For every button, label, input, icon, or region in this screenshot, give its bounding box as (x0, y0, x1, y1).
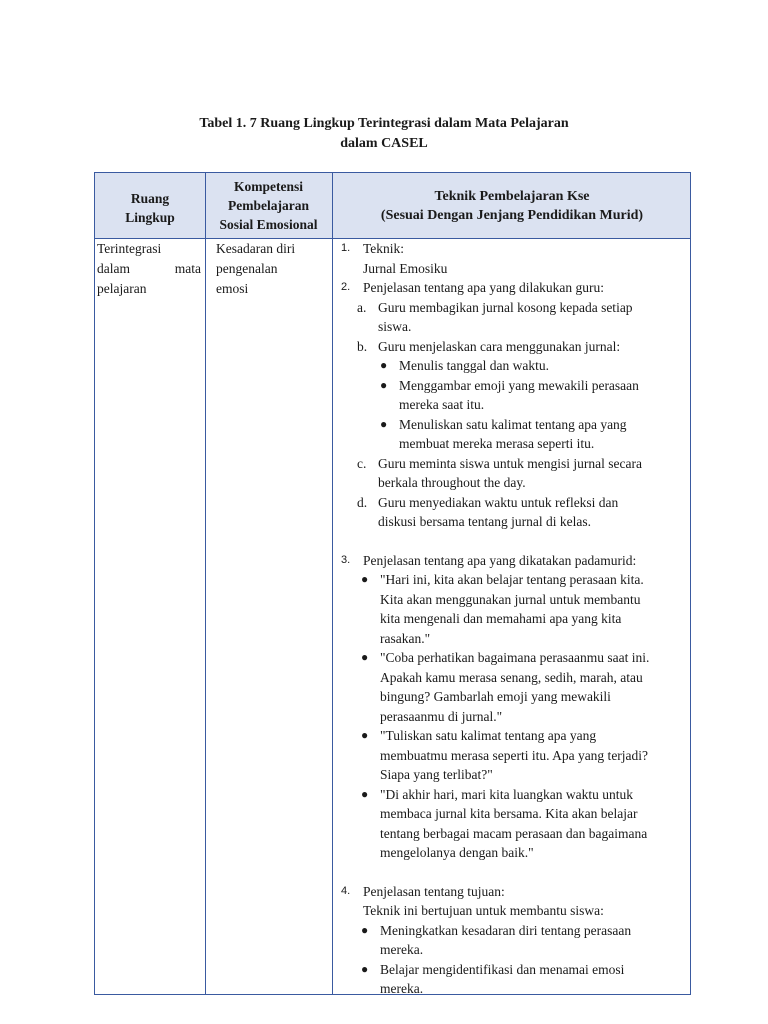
list-item: ● Menuliskan satu kalimat tentang apa yang membuat mereka merasa seperti itu. (380, 416, 627, 451)
list-item: a. Guru membagikan jurnal kosong kepada setiap siswa. (357, 299, 633, 334)
list-item: b. Guru menjelaskan cara menggunakan jurnal: (357, 338, 621, 354)
bullet-icon: ● (380, 416, 388, 431)
cell-teknik: 1. Teknik: Jurnal Emosiku 2. Penjelasan tentang apa yang dilakukan guru: a. Guru membagikan jurnal kosong kepada setiap siswa. b. Guru menjelaskan cara menggunakan jurnal: ● Menulis tanggal dan waktu. ● Menggambar emoji yang mewakili perasaan mereka saat itu. ● Menuliskan satu kalimat tentang apa yang membuat mereka merasa seperti itu. c. Guru meminta siswa untuk mengisi jurnal secara berkala throughout the day. d. Guru menyediakan waktu untuk refleksi dan diskusi bersama tentang jurnal di kelas. 3. Penjelasan tentang apa yang dikatakan padamurid: ● "Hari ini, kita akan belajar tentang perasaan kita. Kita akan menggunakan jurnal untuk membantu kita mengenali dan memahami apa yang kita rasakan." ● "Coba perhatikan bagaimana perasaanmu saat ini. Apakah kamu merasa senang, sedih, marah, atau bingung? Gambarlah emoji yang mewakili perasaanmu di jurnal." ● "Tuliskan satu kalimat tentang apa yang membuatmu merasa seperti itu. Apa yang terjadi? Siapa yang terlibat?" ● "Di akhir hari, mari kita luangkan waktu untuk membaca jurnal kita bersama. Kita akan belajar tentang berbagai macam perasaan dan bagaimana mengelolanya dengan baik." 4. Penjelasan tentang tujuan: Teknik ini bertujuan untuk membantu siswa: ● Meningkatkan kesadaran diri tentang perasaan mereka. ● Belajar mengidentifikasi dan menamai emosi mereka. (336, 239, 690, 999)
bullet-icon: ● (380, 358, 388, 372)
list-item: ● Menggambar emoji yang mewakili perasaan mereka saat itu. (380, 377, 639, 412)
bullet-icon: ● (361, 650, 369, 664)
cell-ruang-lingkup: Terintegrasi dalam mata pelajaran (97, 241, 201, 296)
column-divider-2 (332, 173, 333, 994)
bullet-icon: ● (361, 786, 369, 801)
list-item: d. Guru menyediakan waktu untuk refleksi dan diskusi bersama tentang jurnal di kelas. (357, 494, 619, 529)
table-caption (0, 114, 768, 154)
cell-kompetensi: Kesadaran diri pengenalan emosi (216, 241, 296, 296)
list-item: ● Meningkatkan kesadaran diri tentang perasaan mereka. (361, 922, 632, 957)
header-teknik: Teknik Pembelajaran Kse (Sesuai Dengan Jenjang Pendidikan Murid) (380, 188, 644, 223)
bullet-icon: ● (361, 961, 369, 976)
bullet-icon: ● (361, 922, 369, 937)
caption-line-2: dalam CASEL (340, 136, 428, 151)
list-item: 1. Teknik: (341, 241, 405, 256)
list-item: ● "Hari ini, kita akan belajar tentang perasaan kita. Kita akan menggunakan jurnal untuk membantu kita mengenali dan memahami apa yang kita rasakan." (361, 572, 644, 646)
list-item: 4. Penjelasan tentang tujuan: (341, 883, 505, 899)
bullet-icon: ● (380, 377, 388, 392)
header-ruang-lingkup: Ruang Lingkup (125, 191, 175, 225)
bullet-icon: ● (361, 728, 369, 742)
list-item: 2. Penjelasan tentang apa yang dilakukan guru: (341, 280, 605, 295)
scope-table (94, 172, 691, 995)
header-kompetensi: Kompetensi Pembelajaran Sosial Emosional (219, 179, 318, 232)
list-item: c. Guru meminta siswa untuk mengisi jurnal secara berkala throughout the day. (357, 455, 642, 490)
column-divider-1 (205, 173, 206, 994)
caption-line-1: Tabel 1. 7 Ruang Lingkup Terintegrasi dalam Mata Pelajaran (199, 116, 569, 131)
list-item: 3. Penjelasan tentang apa yang dikatakan padamurid: (341, 552, 637, 568)
list-item: ● "Di akhir hari, mari kita luangkan waktu untuk membaca jurnal kita bersama. Kita akan belajar tentang berbagai macam perasaan dan bagaimana mengelolanya dengan baik." (361, 786, 648, 860)
list-item: ● Menulis tanggal dan waktu. (336, 356, 690, 376)
list-item: ● "Tuliskan satu kalimat tentang apa yang membuatmu merasa seperti itu. Apa yang terjadi? Siapa yang terlibat?" (361, 728, 649, 782)
bullet-icon: ● (361, 572, 369, 586)
list-item: ● Belajar mengidentifikasi dan menamai emosi mereka. (361, 961, 625, 996)
list-item: ● "Coba perhatikan bagaimana perasaanmu saat ini. Apakah kamu merasa senang, sedih, marah, atau bingung? Gambarlah emoji yang mewakili perasaanmu di jurnal." (361, 650, 650, 724)
